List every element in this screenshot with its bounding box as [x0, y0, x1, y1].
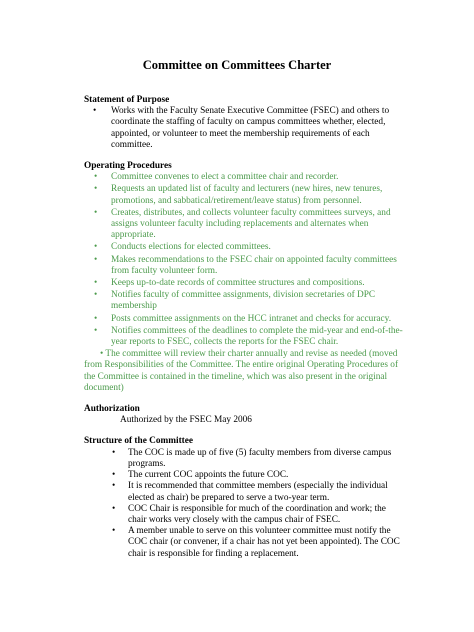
structure-item: • It is recommended that committee members (especially the individual elected as chair) be prepared to serve a two-year term. — [84, 481, 404, 503]
operating-list — [84, 172, 404, 348]
charter-review-note: • The committee will review their charter annually and revise as needed (moved from Responsibilities of the Committee. The entire original Operating Procedures of the Committee is contained in the timeline, which was also present in the original document) — [84, 349, 399, 393]
structure-item: • A member unable to serve on this volunteer committee must notify the COC chair (or convener, if a chair has not yet been appointed). The COC chair is responsible for finding a replacement. — [84, 526, 404, 560]
purpose-section — [84, 95, 404, 151]
authorization-section — [84, 404, 404, 426]
operating-item: • Notifies committees of the deadlines to complete the mid-year and end-of-the-year reports to FSEC, collects the reports for the FSEC chair. — [84, 326, 404, 348]
operating-item: • Conducts elections for elected committees. — [84, 242, 404, 253]
operating-item: • Committee convenes to elect a committee chair and recorder. — [84, 172, 404, 183]
page-title: Committee on Committees Charter — [142, 58, 332, 72]
purpose-heading: Statement of Purpose — [84, 95, 170, 105]
structure-section — [84, 436, 404, 559]
authorization-text: Authorized by the FSEC May 2006 — [120, 415, 252, 426]
structure-item: • The COC is made up of five (5) faculty members from diverse campus programs. — [84, 448, 404, 470]
authorization-heading: Authorization — [84, 404, 140, 415]
operating-item: • Notifies faculty of committee assignments, division secretaries of DPC membership — [84, 290, 404, 312]
operating-item: • Requests an updated list of faculty and lecturers (new hires, new tenures, promotions, and sabbatical/retirement/leave status) from personnel. — [84, 184, 404, 206]
operating-item: • Creates, distributes, and collects volunteer faculty committees surveys, and assigns volunteer faculty including replacements and alternates when appropriate. — [84, 208, 404, 242]
operating-item: • Posts committee assignments on the HCC intranet and checks for accuracy. — [84, 314, 404, 325]
document-body — [84, 95, 404, 570]
structure-list — [84, 448, 404, 560]
structure-item: • The current COC appoints the future COC. — [84, 470, 404, 481]
structure-item: • COC Chair is responsible for much of the coordination and work; the chair works very closely with the campus chair of FSEC. — [84, 504, 404, 526]
purpose-list — [84, 106, 404, 151]
structure-heading: Structure of the Committee — [84, 436, 194, 447]
operating-item: • Keeps up-to-date records of committee structures and compositions. — [84, 278, 404, 289]
purpose-item: • Works with the Faculty Senate Executive Committee (FSEC) and others to coordinate the staffing of faculty on campus committees whether, elected, appointed, or volunteer to meet the membership requirements of each committee. — [84, 106, 404, 151]
operating-section — [84, 161, 404, 394]
operating-item: • Makes recommendations to the FSEC chair on appointed faculty committees from faculty volunteer form. — [84, 255, 404, 277]
operating-heading: Operating Procedures — [84, 161, 172, 172]
